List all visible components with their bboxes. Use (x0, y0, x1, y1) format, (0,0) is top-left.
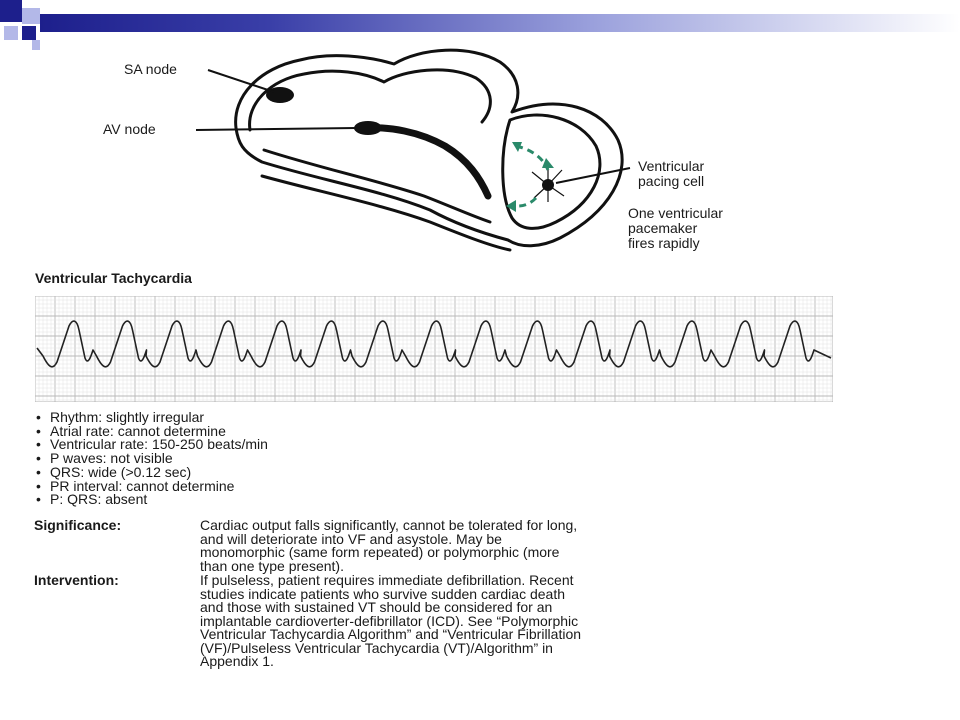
bullet-icon: • (36, 436, 41, 453)
list-item-text: Ventricular rate: 150-250 beats/min (50, 436, 268, 453)
significance-term: Significance: (34, 517, 122, 533)
pacemaker-note-1: One ventricular (628, 205, 723, 221)
list-item-text: Rhythm: slightly irregular (50, 409, 205, 425)
list-item-text: P: QRS: absent (50, 491, 148, 508)
ventricular-cell-label-1: Ventricular (638, 158, 705, 174)
ventricular-cell-label-2: pacing cell (638, 173, 705, 189)
heart-lower-wall (262, 176, 510, 250)
pacemaker-note-2: pacemaker (628, 220, 698, 236)
bullet-icon: • (36, 463, 41, 480)
av-node-label: AV node (103, 121, 156, 137)
list-item-text: Atrial rate: cannot determine (50, 422, 226, 439)
bullet-icon: • (36, 422, 41, 439)
significance-text: Cardiac output falls significantly, cannot be tolerated for long, and will deteriorate into VF and asystole. May be monomorphic (same form repeated) or polymorphic (more than one type present). (200, 517, 578, 574)
intervention-term: Intervention: (34, 572, 119, 588)
bullet-icon: • (36, 491, 41, 508)
sa-node (266, 87, 294, 103)
av-node (354, 121, 382, 135)
pacemaker-note-3: fires rapidly (628, 235, 700, 251)
bullet-icon: • (36, 477, 41, 494)
ecg-grid (35, 296, 833, 402)
strip-title: Ventricular Tachycardia (35, 270, 192, 286)
bullet-icon: • (36, 409, 41, 425)
arrow-head-icon (542, 158, 554, 168)
bullet-icon: • (36, 450, 41, 467)
list-item-text: PR interval: cannot determine (50, 477, 235, 494)
intervention-text: If pulseless, patient requires immediate defibrillation. Recent studies indicate patients who survive sudden cardiac death and those with sustained VT should be considered for an implantable cardioverter-defibrillator (ICD). See “Polymorphic Ventricular Tachycardia Algorithm” and “Ventricular Fibrillation (VF)/Pulseless Ventricular Tachycardia (VT)/Algorithm” in Appendix 1. (200, 572, 582, 669)
heart-septum (503, 115, 600, 228)
sa-node-label: SA node (124, 61, 177, 77)
list-item-text: P waves: not visible (50, 450, 173, 467)
characteristics-list (36, 411, 268, 507)
list-item-text: QRS: wide (>0.12 sec) (50, 463, 192, 480)
conduction-bundle (360, 128, 488, 196)
impulse-arrows (516, 146, 548, 206)
ecg-strip (35, 296, 833, 402)
list-item (36, 493, 268, 507)
av-node-leader (196, 128, 356, 130)
